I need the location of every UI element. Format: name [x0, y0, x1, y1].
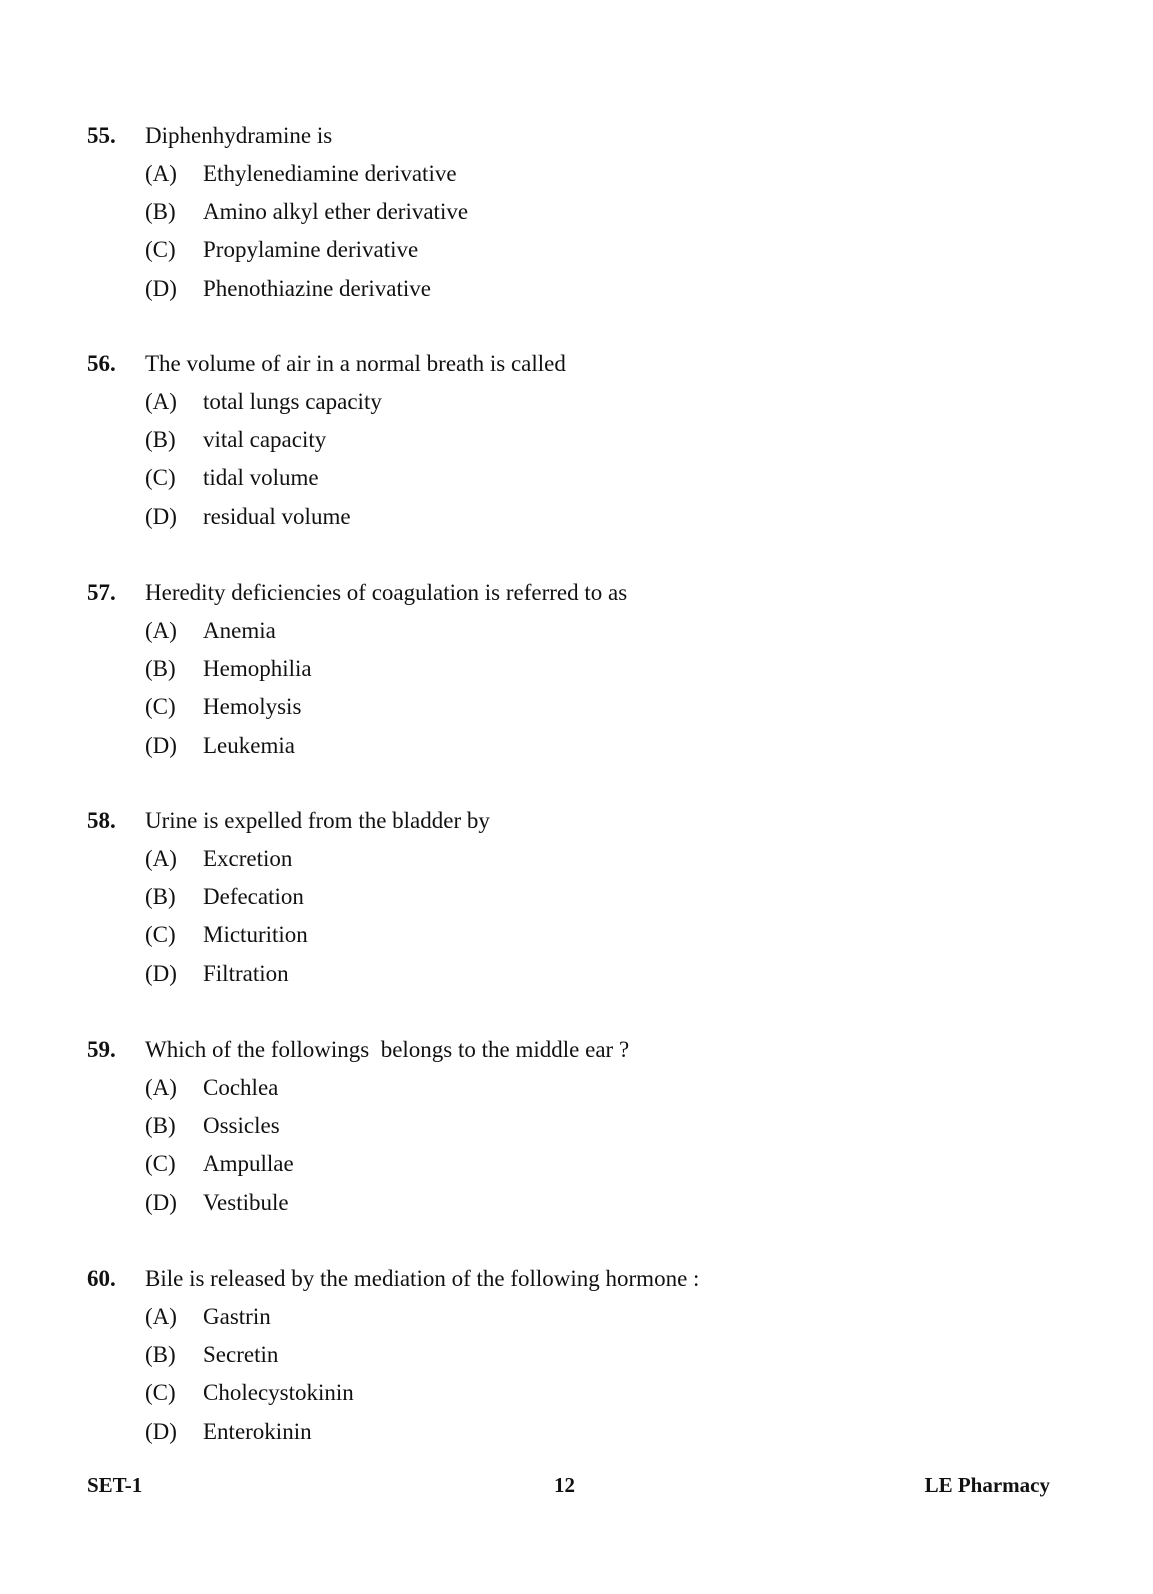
question-58: [87, 802, 1087, 993]
question-text: The volume of air in a normal breath is called: [145, 351, 566, 376]
option-text: Filtration: [203, 960, 289, 986]
option-text: Defecation: [203, 884, 304, 910]
option-b: [87, 193, 1087, 231]
question-stem: [87, 1260, 1087, 1298]
footer-page-number: 12: [554, 1473, 575, 1497]
option-letter: (D): [145, 503, 177, 529]
option-letter: (B): [145, 1113, 176, 1139]
question-number: 60.: [87, 1266, 116, 1291]
option-letter: (A): [145, 618, 177, 643]
option-text: Ossicles: [203, 1113, 280, 1139]
question-number: 58.: [87, 808, 116, 833]
option-text: Leukemia: [203, 732, 295, 758]
option-b: [87, 1336, 1087, 1374]
option-text: Enterokinin: [203, 1418, 312, 1444]
question-stem: [87, 345, 1087, 383]
option-text: total lungs capacity: [203, 389, 382, 414]
option-letter: (D): [145, 1418, 177, 1444]
option-c: [87, 688, 1087, 726]
option-letter: (D): [145, 275, 177, 301]
question-text: Diphenhydramine is: [145, 123, 333, 148]
question-stem: [87, 574, 1087, 612]
question-56: [87, 345, 1087, 536]
question-number: 55.: [87, 123, 116, 148]
option-d: [87, 1184, 1087, 1222]
option-c: [87, 1374, 1087, 1412]
option-text: Ethylenediamine derivative: [203, 161, 457, 186]
option-letter: (C): [145, 237, 176, 263]
option-letter: (A): [145, 846, 177, 871]
footer-set-label: SET-1: [87, 1473, 143, 1497]
question-59: [87, 1031, 1087, 1222]
question-stem: [87, 117, 1087, 155]
option-letter: (B): [145, 1342, 176, 1368]
footer-subject: LE Pharmacy: [924, 1473, 1050, 1497]
option-a: [87, 1069, 1087, 1107]
option-text: Cholecystokinin: [203, 1380, 354, 1406]
option-letter: (B): [145, 199, 176, 225]
question-55: [87, 117, 1087, 308]
question-stem: [87, 802, 1087, 840]
option-a: [87, 840, 1087, 878]
option-text: Ampullae: [203, 1151, 294, 1177]
option-text: tidal volume: [203, 465, 319, 491]
question-57: [87, 574, 1087, 765]
option-c: [87, 231, 1087, 269]
option-b: [87, 650, 1087, 688]
option-b: [87, 421, 1087, 459]
option-letter: (D): [145, 732, 177, 758]
option-letter: (A): [145, 1304, 177, 1329]
option-text: Hemolysis: [203, 694, 302, 720]
option-text: vital capacity: [203, 427, 327, 453]
option-d: [87, 498, 1087, 536]
option-letter: (D): [145, 1189, 177, 1215]
option-b: [87, 1107, 1087, 1145]
option-letter: (B): [145, 656, 176, 682]
question-60: [87, 1260, 1087, 1451]
option-text: Excretion: [203, 846, 293, 871]
option-d: [87, 1413, 1087, 1451]
option-letter: (A): [145, 161, 177, 186]
option-text: Gastrin: [203, 1304, 271, 1329]
option-c: [87, 459, 1087, 497]
option-text: Vestibule: [203, 1189, 289, 1215]
option-text: Cochlea: [203, 1075, 279, 1100]
option-letter: (C): [145, 465, 176, 491]
option-c: [87, 916, 1087, 954]
option-text: Anemia: [203, 618, 276, 643]
option-a: [87, 383, 1087, 421]
option-letter: (C): [145, 922, 176, 948]
option-letter: (A): [145, 1075, 177, 1100]
option-text: residual volume: [203, 503, 351, 529]
option-letter: (C): [145, 694, 176, 720]
option-letter: (B): [145, 884, 176, 910]
option-d: [87, 727, 1087, 765]
option-a: [87, 1298, 1087, 1336]
option-letter: (C): [145, 1151, 176, 1177]
question-text: Which of the followings belongs to the middle ear ?: [145, 1037, 630, 1062]
option-text: Secretin: [203, 1342, 279, 1368]
option-letter: (A): [145, 389, 177, 414]
option-d: [87, 955, 1087, 993]
option-d: [87, 270, 1087, 308]
question-number: 56.: [87, 351, 116, 376]
option-a: [87, 155, 1087, 193]
question-text: Heredity deficiencies of coagulation is referred to as: [145, 580, 628, 605]
question-number: 57.: [87, 580, 116, 605]
question-stem: [87, 1031, 1087, 1069]
option-text: Amino alkyl ether derivative: [203, 199, 469, 225]
question-number: 59.: [87, 1037, 116, 1062]
option-b: [87, 878, 1087, 916]
option-text: Phenothiazine derivative: [203, 275, 432, 301]
option-text: Micturition: [203, 922, 308, 948]
option-text: Hemophilia: [203, 656, 312, 682]
question-text: Bile is released by the mediation of the following hormone :: [145, 1266, 700, 1291]
option-c: [87, 1145, 1087, 1183]
option-letter: (B): [145, 427, 176, 453]
option-letter: (C): [145, 1380, 176, 1406]
question-text: Urine is expelled from the bladder by: [145, 808, 490, 833]
option-letter: (D): [145, 960, 177, 986]
option-text: Propylamine derivative: [203, 237, 419, 263]
option-a: [87, 612, 1087, 650]
